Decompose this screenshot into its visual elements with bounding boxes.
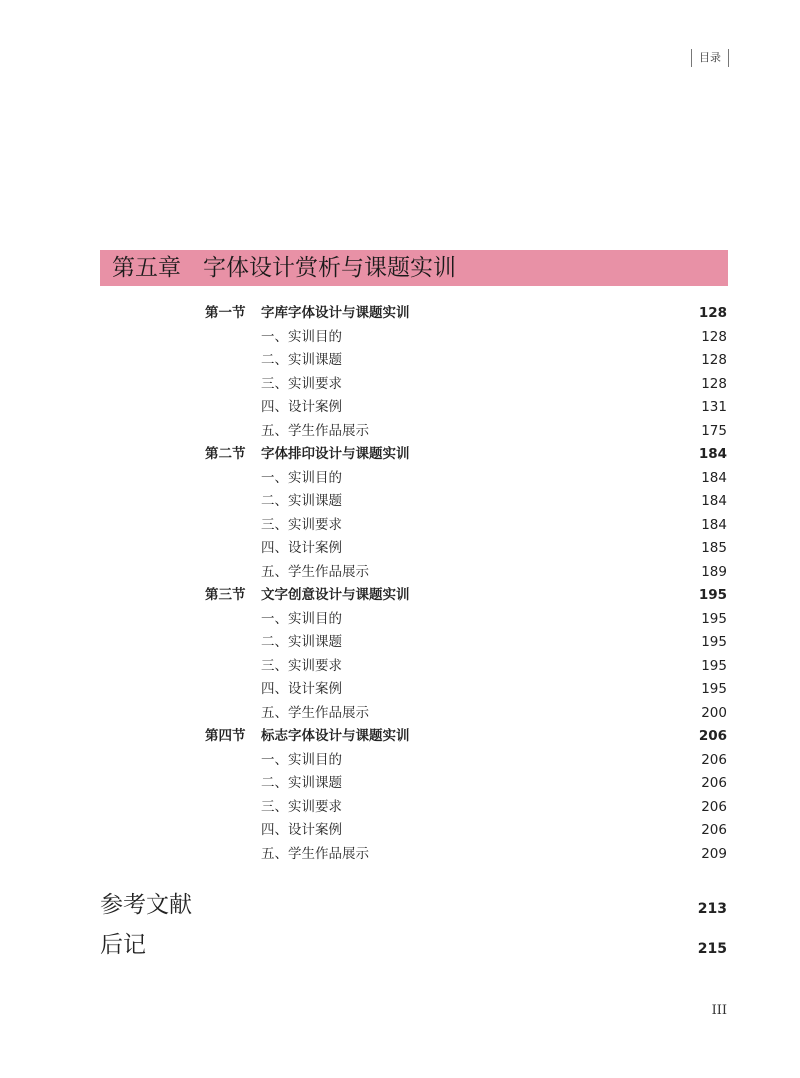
folio-page-number: III [711, 1003, 727, 1018]
item-title: 二、实训课题 [261, 352, 342, 368]
toc-section-4[interactable] [0, 725, 800, 749]
section-number: 第四节 [205, 728, 246, 744]
toc-item[interactable] [0, 796, 800, 820]
toc-item[interactable] [0, 537, 800, 561]
page-number: 195 [701, 634, 727, 650]
page-number: 175 [701, 422, 727, 439]
item-title: 二、实训课题 [261, 775, 342, 791]
toc-afterword[interactable] [0, 925, 800, 965]
back-matter-title: 后记 [100, 932, 146, 958]
toc-section-3[interactable] [0, 584, 800, 608]
item-title: 五、学生作品展示 [261, 845, 369, 862]
toc-item[interactable] [0, 631, 800, 655]
page-number: 206 [701, 775, 727, 791]
page-number: 185 [701, 540, 727, 556]
page-number: 195 [701, 681, 727, 697]
item-title: 三、实训要求 [261, 375, 342, 392]
back-matter-title: 参考文献 [100, 892, 192, 918]
toc-item[interactable] [0, 678, 800, 702]
page-number: 189 [701, 563, 727, 580]
toc-item[interactable] [0, 467, 800, 491]
page-number: 213 [697, 901, 727, 917]
toc-section-2[interactable] [0, 443, 800, 467]
toc-item[interactable] [0, 819, 800, 843]
section-number: 第二节 [205, 446, 246, 462]
toc-item[interactable] [0, 514, 800, 538]
page-number: 206 [698, 728, 727, 744]
page-number: 195 [701, 610, 727, 627]
page-number: 206 [701, 798, 727, 815]
page-number: 184 [701, 469, 727, 486]
toc-item[interactable] [0, 349, 800, 373]
toc-item[interactable] [0, 608, 800, 632]
item-title: 四、设计案例 [261, 822, 342, 838]
page-number: 131 [701, 399, 727, 415]
toc-item[interactable] [0, 561, 800, 585]
table-of-contents [0, 302, 800, 866]
chapter-name: 字体设计赏析与课题实训 [203, 255, 456, 281]
toc-item[interactable] [0, 772, 800, 796]
toc-item[interactable] [0, 396, 800, 420]
page-number: 184 [701, 516, 727, 533]
item-title: 一、实训目的 [261, 328, 342, 345]
toc-section-1[interactable] [0, 302, 800, 326]
toc-item[interactable] [0, 373, 800, 397]
chapter-number: 第五章 [112, 255, 181, 281]
page-number: 128 [701, 352, 727, 368]
page-number: 209 [701, 845, 727, 862]
item-title: 五、学生作品展示 [261, 422, 369, 439]
page-number: 206 [701, 751, 727, 768]
item-title: 五、学生作品展示 [261, 563, 369, 580]
page-number: 128 [698, 305, 727, 321]
section-number: 第三节 [205, 587, 246, 603]
toc-item[interactable] [0, 655, 800, 679]
section-number: 第一节 [205, 305, 246, 321]
toc-item[interactable] [0, 420, 800, 444]
running-header: 目录 [691, 49, 729, 67]
item-title: 一、实训目的 [261, 469, 342, 486]
item-title: 四、设计案例 [261, 540, 342, 556]
toc-references[interactable] [0, 885, 800, 925]
page-number: 128 [701, 328, 727, 345]
page-number: 184 [701, 493, 727, 509]
section-title: 文字创意设计与课题实训 [261, 587, 410, 603]
item-title: 四、设计案例 [261, 681, 342, 697]
item-title: 一、实训目的 [261, 610, 342, 627]
item-title: 五、学生作品展示 [261, 704, 369, 721]
item-title: 二、实训课题 [261, 634, 342, 650]
toc-item[interactable] [0, 749, 800, 773]
section-title: 标志字体设计与课题实训 [261, 728, 410, 744]
page-number: 128 [701, 375, 727, 392]
item-title: 二、实训课题 [261, 493, 342, 509]
item-title: 三、实训要求 [261, 516, 342, 533]
toc-item[interactable] [0, 326, 800, 350]
section-title: 字库字体设计与课题实训 [261, 305, 410, 321]
page-number: 206 [701, 822, 727, 838]
item-title: 一、实训目的 [261, 751, 342, 768]
page-number: 215 [697, 941, 727, 957]
page-number: 200 [701, 704, 727, 721]
page-number: 195 [698, 587, 727, 603]
toc-item[interactable] [0, 843, 800, 867]
chapter-banner [100, 250, 728, 286]
toc-item[interactable] [0, 702, 800, 726]
item-title: 三、实训要求 [261, 798, 342, 815]
page-number: 184 [698, 446, 727, 462]
item-title: 三、实训要求 [261, 657, 342, 674]
section-title: 字体排印设计与课题实训 [261, 446, 410, 462]
toc-item[interactable] [0, 490, 800, 514]
page-number: 195 [701, 657, 727, 674]
chapter-title [112, 250, 456, 286]
item-title: 四、设计案例 [261, 399, 342, 415]
